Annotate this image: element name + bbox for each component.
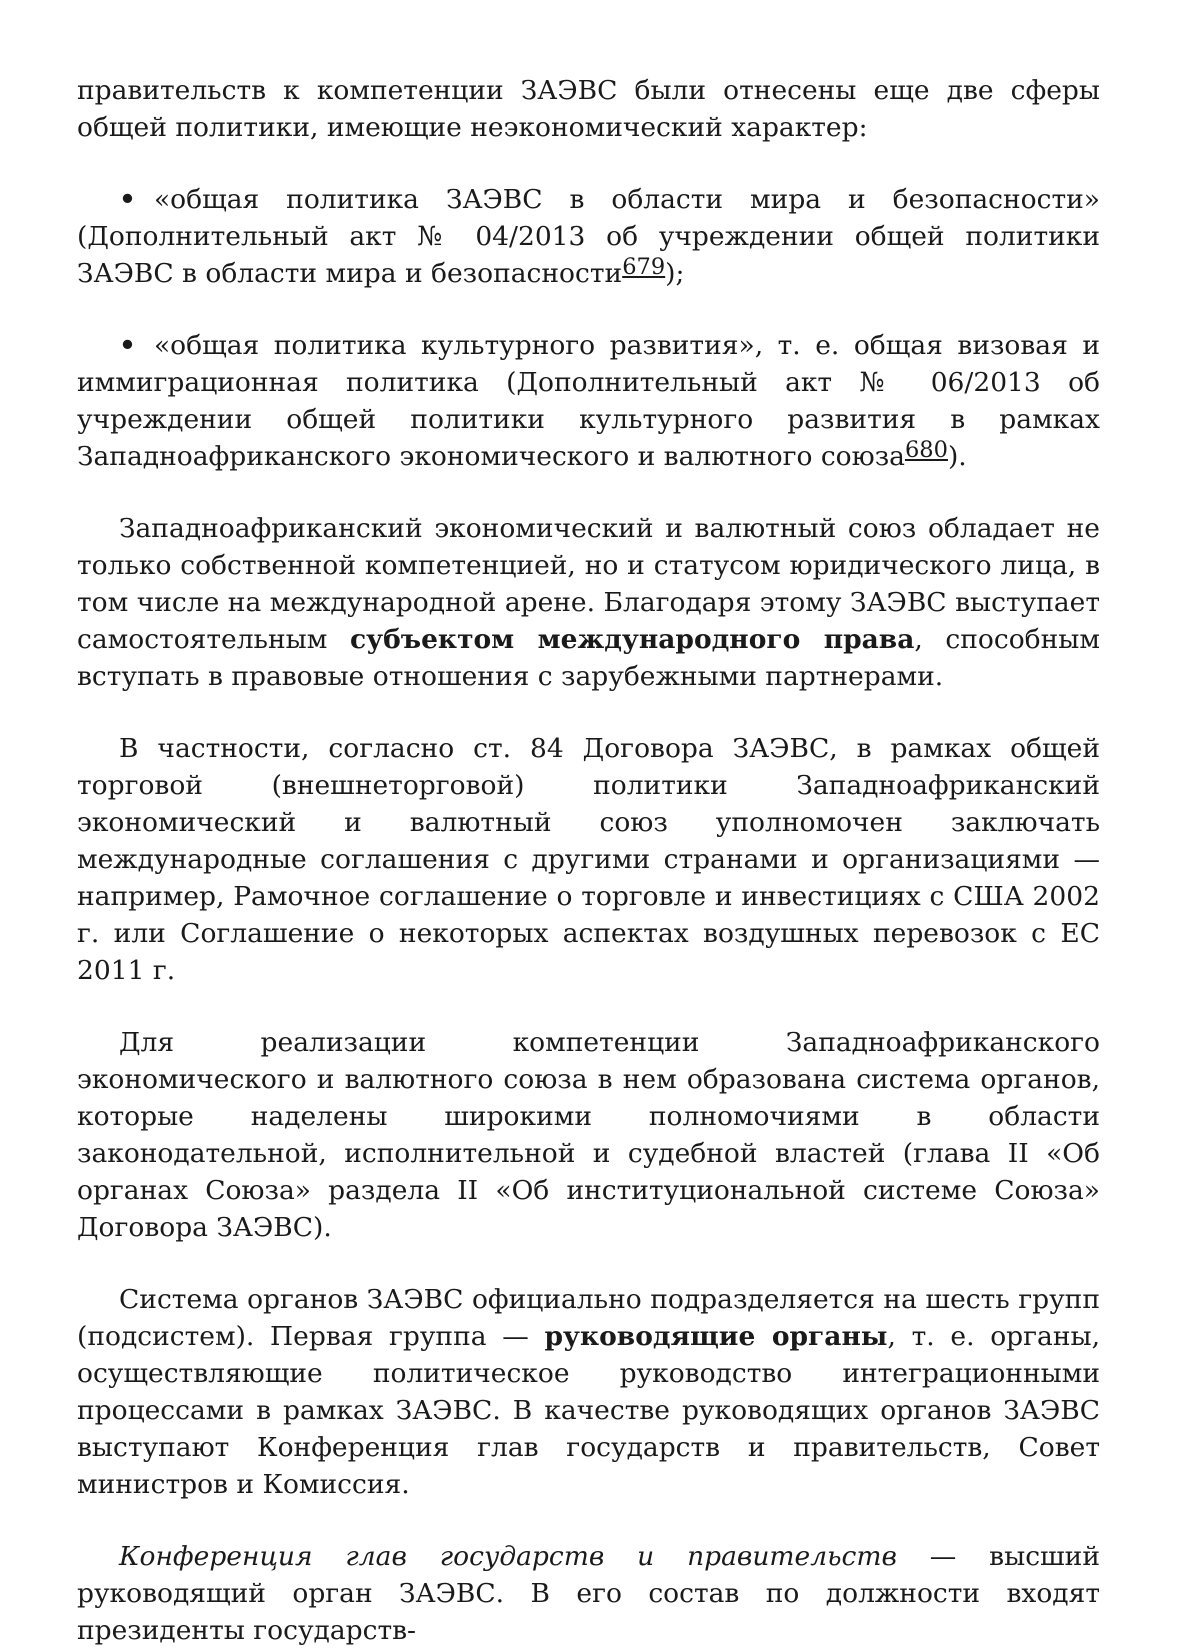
footnote-link-679[interactable]: 679	[622, 254, 666, 281]
bold-term-governing-bodies: руководящие органы	[544, 1321, 888, 1352]
footnote-link-680[interactable]: 680	[904, 437, 948, 464]
bullet-item-tail: );	[665, 258, 685, 289]
paragraph-text: Западноафриканский экономический и валютный союз обладает не только собственной компетенцией, но и статусом юридического лица, в том числе на международной арене. Благодаря этому ЗАЭВС выступает самостоятельным	[77, 513, 1100, 655]
bullet-icon: •	[119, 184, 136, 215]
paragraph-text: , способным вступать в правовые отношения с зарубежными партнерами.	[77, 624, 1101, 692]
bullet-item-text: «общая политика культурного развития», т. е. общая визовая и иммиграционная политика (Дополнительный акт № 06/2013 об учреждении общей политики культурного развития в рамках Западноафриканского экономического и валютного союза	[77, 330, 1100, 472]
paragraph-text: , т. е. органы, осуществляющие политическое руководство интеграционными процессами в рамках ЗАЭВС. В качестве руководящих органов ЗАЭВС выступают Конференция глав государств и правительств, Совет министров и Комиссия.	[77, 1321, 1101, 1500]
paragraph-legal-personality	[77, 510, 1100, 695]
bold-term-subject-of-law: субъектом международного права	[349, 624, 915, 655]
paragraph-system-of-organs	[77, 1024, 1100, 1246]
italic-term-conference: Конференция глав государств и правительств	[119, 1541, 897, 1572]
paragraph-intro-text: правительств к компетенции ЗАЭВС были отнесены еще две сферы общей политики, имеющие неэкономический характер:	[77, 75, 1100, 143]
bullet-item-tail: ).	[947, 441, 967, 472]
paragraph-intro	[77, 72, 1100, 146]
paragraph-text: Система органов ЗАЭВС официально подразделяется на шесть групп (подсистем). Первая группа —	[77, 1284, 1100, 1352]
paragraph-governing-bodies	[77, 1281, 1100, 1503]
paragraph-conference	[77, 1538, 1100, 1649]
paragraph-text: — высший руководящий орган ЗАЭВС. В его состав по должности входят президенты государств-	[77, 1541, 1100, 1646]
paragraph-text: Для реализации компетенции Западноафриканского экономического и валютного союза в нем образована система органов, которые наделены широкими полномочиями в области законодательной, исполнительной и судебной властей (глава II «Об органах Союза» раздела II «Об институциональной системе Союза» Договора ЗАЭВС).	[77, 1027, 1100, 1243]
paragraph-text: В частности, согласно ст. 84 Договора ЗАЭВС, в рамках общей торговой (внешнеторговой) политики Западноафриканский экономический и валютный союз уполномочен заключать международные соглашения с другими странами и организациями — например, Рамочное соглашение о торговле и инвестициях с США 2002 г. или Соглашение о некоторых аспектах воздушных перевозок с ЕС 2011 г.	[77, 733, 1100, 986]
bullet-item-text: «общая политика ЗАЭВС в области мира и безопасности» (Дополнительный акт № 04/2013 об учреждении общей политики ЗАЭВС в области мира и безопасности	[77, 184, 1100, 289]
bullet-item-cultural-development	[77, 327, 1100, 475]
paragraph-international-agreements	[77, 730, 1100, 989]
bullet-item-peace-security	[77, 181, 1100, 292]
bullet-icon: •	[119, 330, 136, 361]
